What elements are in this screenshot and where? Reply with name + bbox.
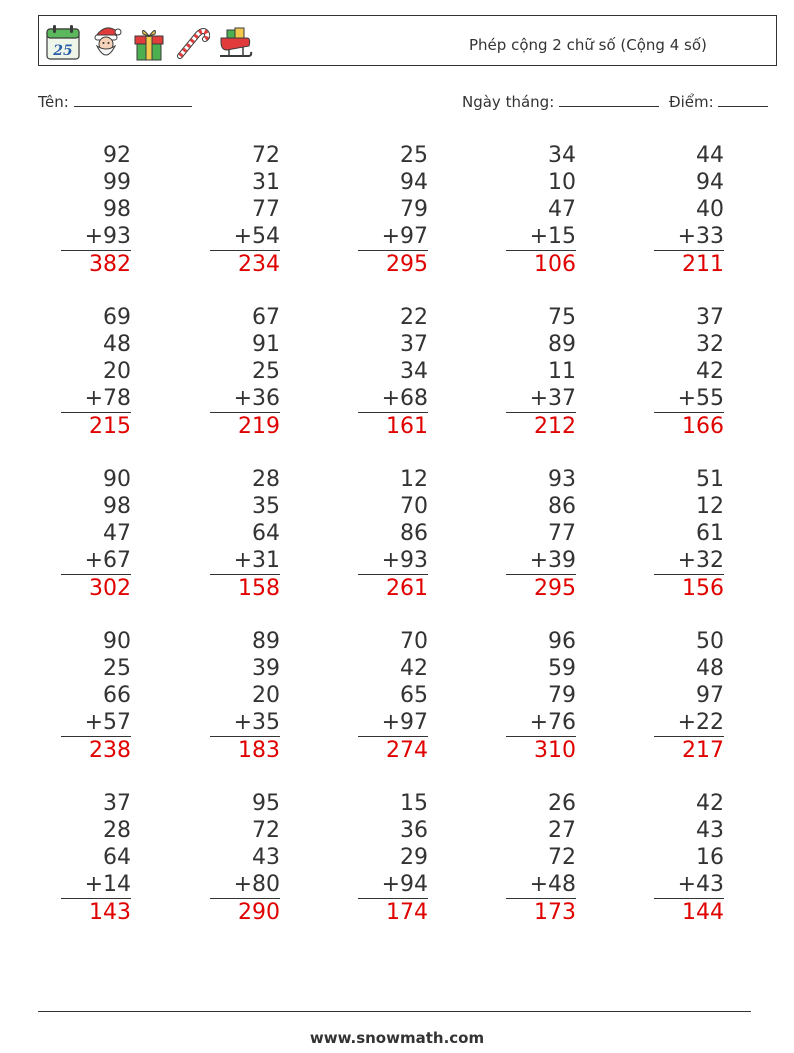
last-addend: +80	[210, 871, 280, 899]
addend: 26	[548, 791, 576, 816]
answer: 219	[238, 414, 280, 439]
last-addend: +78	[61, 385, 131, 413]
addend: 93	[548, 467, 576, 492]
answer: 183	[238, 738, 280, 763]
addend: 72	[548, 845, 576, 870]
addend: 79	[400, 197, 428, 222]
answer: 295	[534, 576, 576, 601]
answer: 158	[238, 576, 280, 601]
addend: 35	[252, 494, 280, 519]
answer: 212	[534, 414, 576, 439]
addend: 16	[696, 845, 724, 870]
addend: 39	[252, 656, 280, 681]
addend: 97	[696, 683, 724, 708]
last-addend: +54	[210, 223, 280, 251]
last-addend: +76	[506, 709, 576, 737]
sleigh-icon	[217, 22, 253, 62]
addition-problem	[506, 790, 576, 926]
answer: 144	[682, 900, 724, 925]
addend: 72	[252, 818, 280, 843]
answer: 173	[534, 900, 576, 925]
addend: 48	[696, 656, 724, 681]
addend: 51	[696, 467, 724, 492]
score-label: Điểm:	[669, 93, 714, 111]
answer: 302	[89, 576, 131, 601]
addend: 72	[252, 143, 280, 168]
date-field[interactable]	[462, 92, 659, 111]
addend: 50	[696, 629, 724, 654]
name-label: Tên:	[38, 93, 69, 111]
addend: 64	[103, 845, 131, 870]
addition-problem	[210, 304, 280, 440]
footer-divider	[38, 1011, 751, 1012]
addition-problem	[61, 790, 131, 926]
score-field[interactable]	[669, 92, 768, 111]
addend: 47	[548, 197, 576, 222]
calendar-25-icon	[45, 22, 81, 62]
addend: 40	[696, 197, 724, 222]
addend: 42	[400, 656, 428, 681]
last-addend: +14	[61, 871, 131, 899]
addend: 92	[103, 143, 131, 168]
addition-problem	[358, 142, 428, 278]
answer: 234	[238, 252, 280, 277]
addend: 36	[400, 818, 428, 843]
addition-problem	[654, 466, 724, 602]
addend: 90	[103, 629, 131, 654]
addend: 28	[252, 467, 280, 492]
addend: 28	[103, 818, 131, 843]
addend: 47	[103, 521, 131, 546]
answer: 382	[89, 252, 131, 277]
addend: 34	[548, 143, 576, 168]
addition-problem	[61, 466, 131, 602]
addition-problem	[654, 142, 724, 278]
last-addend: +67	[61, 547, 131, 575]
addend: 29	[400, 845, 428, 870]
last-addend: +15	[506, 223, 576, 251]
addition-problem	[358, 466, 428, 602]
addend: 91	[252, 332, 280, 357]
addend: 11	[548, 359, 576, 384]
addend: 99	[103, 170, 131, 195]
addend: 34	[400, 359, 428, 384]
addend: 42	[696, 791, 724, 816]
addition-problem	[61, 628, 131, 764]
addend: 37	[103, 791, 131, 816]
addend: 15	[400, 791, 428, 816]
last-addend: +35	[210, 709, 280, 737]
last-addend: +22	[654, 709, 724, 737]
answer: 238	[89, 738, 131, 763]
answer: 310	[534, 738, 576, 763]
addition-problem	[358, 304, 428, 440]
addition-problem	[506, 466, 576, 602]
last-addend: +97	[358, 223, 428, 251]
last-addend: +94	[358, 871, 428, 899]
answer: 174	[386, 900, 428, 925]
addend: 94	[400, 170, 428, 195]
date-label: Ngày tháng:	[462, 93, 555, 111]
addend: 20	[103, 359, 131, 384]
answer: 106	[534, 252, 576, 277]
addend: 37	[400, 332, 428, 357]
answer: 215	[89, 414, 131, 439]
addition-problem	[61, 304, 131, 440]
addend: 79	[548, 683, 576, 708]
last-addend: +36	[210, 385, 280, 413]
addend: 64	[252, 521, 280, 546]
addition-problem	[358, 790, 428, 926]
candy-cane-icon	[174, 22, 210, 62]
addition-problem	[358, 628, 428, 764]
addend: 12	[400, 467, 428, 492]
addend: 89	[252, 629, 280, 654]
addend: 61	[696, 521, 724, 546]
addend: 10	[548, 170, 576, 195]
addend: 98	[103, 494, 131, 519]
addend: 27	[548, 818, 576, 843]
last-addend: +93	[61, 223, 131, 251]
addend: 95	[252, 791, 280, 816]
addition-problem	[654, 790, 724, 926]
answer: 156	[682, 576, 724, 601]
addend: 43	[696, 818, 724, 843]
addition-problem	[210, 142, 280, 278]
answer: 143	[89, 900, 131, 925]
addend: 12	[696, 494, 724, 519]
addend: 70	[400, 629, 428, 654]
addend: 31	[252, 170, 280, 195]
addend: 42	[696, 359, 724, 384]
addend: 94	[696, 170, 724, 195]
addend: 90	[103, 467, 131, 492]
last-addend: +43	[654, 871, 724, 899]
addition-problem	[654, 628, 724, 764]
santa-icon	[88, 22, 124, 62]
addend: 25	[103, 656, 131, 681]
addend: 66	[103, 683, 131, 708]
answer: 261	[386, 576, 428, 601]
addend: 69	[103, 305, 131, 330]
addition-problem	[61, 142, 131, 278]
addend: 89	[548, 332, 576, 357]
addend: 22	[400, 305, 428, 330]
answer: 217	[682, 738, 724, 763]
gift-box-icon	[131, 22, 167, 62]
addend: 20	[252, 683, 280, 708]
addition-problem	[210, 628, 280, 764]
addend: 44	[696, 143, 724, 168]
addend: 48	[103, 332, 131, 357]
last-addend: +48	[506, 871, 576, 899]
last-addend: +55	[654, 385, 724, 413]
last-addend: +97	[358, 709, 428, 737]
addend: 25	[400, 143, 428, 168]
addition-problem	[210, 790, 280, 926]
last-addend: +31	[210, 547, 280, 575]
last-addend: +33	[654, 223, 724, 251]
last-addend: +68	[358, 385, 428, 413]
addend: 70	[400, 494, 428, 519]
addend: 59	[548, 656, 576, 681]
name-field[interactable]	[38, 92, 192, 111]
addend: 67	[252, 305, 280, 330]
addition-problem	[506, 142, 576, 278]
addend: 86	[400, 521, 428, 546]
name-blank[interactable]	[74, 92, 192, 107]
addition-problem	[506, 628, 576, 764]
addend: 65	[400, 683, 428, 708]
addend: 77	[548, 521, 576, 546]
addend: 32	[696, 332, 724, 357]
last-addend: +32	[654, 547, 724, 575]
calendar-day-text: 25	[53, 43, 73, 59]
answer: 290	[238, 900, 280, 925]
addend: 75	[548, 305, 576, 330]
answer: 274	[386, 738, 428, 763]
answer: 211	[682, 252, 724, 277]
footer-site: www.snowmath.com	[309, 1029, 485, 1047]
last-addend: +39	[506, 547, 576, 575]
addend: 37	[696, 305, 724, 330]
answer: 161	[386, 414, 428, 439]
last-addend: +57	[61, 709, 131, 737]
addend: 86	[548, 494, 576, 519]
worksheet-title: Phép cộng 2 chữ số (Cộng 4 số)	[469, 36, 707, 54]
score-blank[interactable]	[718, 92, 768, 107]
addend: 96	[548, 629, 576, 654]
header-icons	[45, 22, 253, 62]
last-addend: +93	[358, 547, 428, 575]
addend: 25	[252, 359, 280, 384]
worksheet-header	[38, 15, 777, 66]
addition-problem	[654, 304, 724, 440]
addend: 98	[103, 197, 131, 222]
addend: 43	[252, 845, 280, 870]
date-blank[interactable]	[559, 92, 659, 107]
addition-problem	[210, 466, 280, 602]
addition-problem	[506, 304, 576, 440]
last-addend: +37	[506, 385, 576, 413]
addend: 77	[252, 197, 280, 222]
answer: 166	[682, 414, 724, 439]
answer: 295	[386, 252, 428, 277]
